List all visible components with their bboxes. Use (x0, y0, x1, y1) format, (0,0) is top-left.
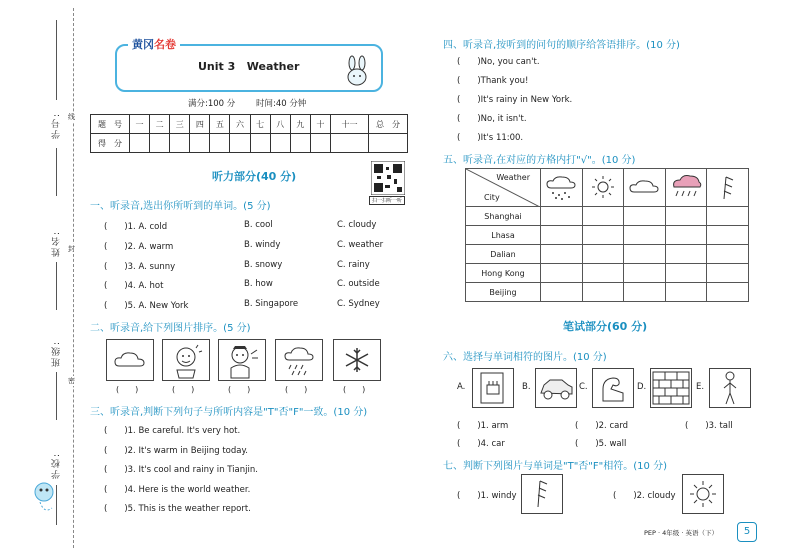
score-header-cell: 十一 (330, 115, 368, 134)
check-cell[interactable] (582, 245, 624, 264)
arm-icon (593, 369, 633, 407)
score-cell[interactable] (190, 134, 210, 153)
brand-logo: 黄冈名卷 (128, 36, 180, 52)
sec3-title: 三、听录音,判断下列句子与所听内容是"T"否"F"一致。(10 分) (90, 407, 368, 418)
binding-mark: 线 (68, 113, 75, 121)
score-cell[interactable] (369, 134, 408, 153)
check-cell[interactable] (665, 226, 707, 245)
sec7-title: 七、判断下列图片与单词是"T"否"F"相符。(10 分) (443, 461, 667, 472)
check-cell[interactable] (624, 283, 666, 302)
snow-cloud-icon (541, 172, 581, 202)
sec6-answer-2[interactable]: ( )2. card (575, 421, 629, 431)
car-icon (536, 369, 576, 407)
sec7-q1[interactable]: ( )1. windy (457, 491, 517, 501)
check-cell[interactable] (541, 207, 583, 226)
mascot-icon (28, 478, 62, 518)
sec3-q5[interactable]: ( )5. This is the weather report. (104, 504, 251, 514)
choice-letter-d: D. (637, 382, 647, 392)
picture-rain-cloud (275, 339, 323, 381)
weather-icon-cell (665, 169, 707, 207)
binding-label-id: 学号: (52, 112, 62, 140)
footer-text: PEP · 4年级 · 英语（下） (644, 529, 718, 537)
check-cell[interactable] (582, 207, 624, 226)
sec1-q3[interactable]: ( )3. A. sunny (104, 262, 176, 272)
sec4-q3[interactable]: ( )It's rainy in New York. (457, 95, 573, 105)
choice-letter-e: E. (696, 382, 705, 392)
page-number: 5 (737, 522, 757, 542)
sec2-title: 二、听录音,给下列图片排序。(5 分) (90, 323, 251, 334)
exam-time: 时间:40 分钟 (256, 99, 307, 109)
binding-label-school: 学校: (52, 452, 62, 480)
check-cell[interactable] (665, 245, 707, 264)
rain-cloud-icon (666, 172, 706, 202)
score-cell[interactable] (250, 134, 270, 153)
cold-boy-icon (219, 340, 265, 380)
picture-sun (682, 474, 724, 514)
binding-label-class: 班级: (52, 340, 62, 368)
score-cell[interactable] (310, 134, 330, 153)
score-header-cell: 七 (250, 115, 270, 134)
sec1-q4-b: B. how (244, 279, 273, 289)
score-cell[interactable] (230, 134, 250, 153)
binding-blank (56, 262, 57, 310)
weather-icon-cell (582, 169, 624, 207)
wind-icon (522, 475, 562, 513)
sec3-q1[interactable]: ( )1. Be careful. It's very hot. (104, 426, 241, 436)
check-cell[interactable] (541, 283, 583, 302)
sec2-blank-1[interactable]: ( ) (116, 385, 139, 394)
sec2-blank-3[interactable]: ( ) (228, 385, 251, 394)
sec3-q3[interactable]: ( )3. It's cool and rainy in Tianjin. (104, 465, 258, 475)
sec7-q2[interactable]: ( )2. cloudy (613, 491, 676, 501)
score-header-row (91, 115, 408, 134)
score-header-cell: 五 (210, 115, 230, 134)
weather-icon-cell (624, 169, 666, 207)
score-header-cell: 二 (150, 115, 170, 134)
writing-title: 笔试部分(60 分) (563, 320, 648, 333)
score-cell[interactable] (150, 134, 170, 153)
score-header-cell: 四 (190, 115, 210, 134)
sun-icon (683, 475, 723, 513)
sec1-q1-c: C. cloudy (337, 220, 377, 230)
check-cell[interactable] (624, 226, 666, 245)
score-header-cell: 九 (290, 115, 310, 134)
check-cell[interactable] (707, 226, 749, 245)
choice-letter-c: C. (579, 382, 588, 392)
check-cell[interactable] (624, 207, 666, 226)
sec1-q4-c: C. outside (337, 279, 380, 289)
picture-cloud (106, 339, 154, 381)
weather-row (466, 264, 749, 283)
picture-wall (650, 368, 692, 408)
sec4-q2[interactable]: ( )Thank you! (457, 76, 529, 86)
full-score: 满分:100 分 (188, 99, 236, 109)
picture-boy-cold (218, 339, 266, 381)
sec1-q5-b: B. Singapore (244, 299, 299, 309)
choice-letter-b: B. (522, 382, 531, 392)
sun-icon (583, 172, 623, 202)
score-row-label: 得 分 (91, 134, 130, 153)
check-cell[interactable] (541, 226, 583, 245)
score-cell[interactable] (290, 134, 310, 153)
picture-snowflake (333, 339, 381, 381)
score-header-cell: 总 分 (369, 115, 408, 134)
binding-blank (56, 20, 57, 100)
cloud-icon (624, 172, 664, 202)
picture-boy-hot (162, 339, 210, 381)
picture-arm (592, 368, 634, 408)
binding-blank (56, 148, 57, 196)
binding-blank (56, 372, 57, 420)
unit-title: Unit 3 Weather (198, 60, 300, 73)
sec4-q1[interactable]: ( )No, you can't. (457, 57, 540, 67)
check-cell[interactable] (541, 245, 583, 264)
check-cell[interactable] (665, 283, 707, 302)
weather-row (466, 207, 749, 226)
sec3-q2[interactable]: ( )2. It's warm in Beijing today. (104, 446, 248, 456)
corner-weather-label: Weather (496, 173, 530, 182)
city-cell: Hong Kong (466, 264, 541, 283)
score-header-cell: 三 (170, 115, 190, 134)
score-value-row (91, 134, 408, 153)
score-cell[interactable] (210, 134, 230, 153)
cloud-icon (107, 340, 153, 380)
score-cell[interactable] (270, 134, 290, 153)
sec3-q4[interactable]: ( )4. Here is the world weather. (104, 485, 251, 495)
score-cell[interactable] (130, 134, 150, 153)
sec2-blank-2[interactable]: ( ) (172, 385, 195, 394)
weather-table (465, 168, 749, 302)
score-cell[interactable] (170, 134, 190, 153)
binding-mark: 密 (68, 377, 75, 385)
tall-girl-icon (710, 369, 750, 407)
binding-line (73, 8, 74, 548)
city-cell: Beijing (466, 283, 541, 302)
check-cell[interactable] (665, 207, 707, 226)
score-cell[interactable] (330, 134, 368, 153)
check-cell[interactable] (624, 264, 666, 283)
sec6-title: 六、选择与单词相符的图片。(10 分) (443, 352, 607, 363)
city-cell: Lhasa (466, 226, 541, 245)
sec2-blank-4[interactable]: ( ) (285, 385, 308, 394)
weather-icon-cell (707, 169, 749, 207)
rabbit-mascot-icon (340, 55, 374, 89)
sec6-answer-4[interactable]: ( )4. car (457, 439, 505, 449)
sec1-title: 一、听录音,选出你所听到的单词。(5 分) (90, 201, 271, 212)
sec2-blank-5[interactable]: ( ) (343, 385, 366, 394)
city-cell: Shanghai (466, 207, 541, 226)
sec5-title: 五、听录音,在对应的方格内打"√"。(10 分) (443, 155, 636, 166)
binding-mark: 封 (68, 245, 75, 253)
sec1-q3-c: C. rainy (337, 260, 370, 270)
sec6-answer-3[interactable]: ( )3. tall (685, 421, 733, 431)
weather-row (466, 226, 749, 245)
check-cell[interactable] (582, 226, 624, 245)
weather-corner-cell (466, 169, 541, 207)
check-cell[interactable] (707, 245, 749, 264)
picture-card (472, 368, 514, 408)
score-table (90, 114, 408, 153)
wind-icon (708, 172, 748, 202)
check-cell[interactable] (707, 283, 749, 302)
check-cell[interactable] (707, 264, 749, 283)
score-header-cell: 八 (270, 115, 290, 134)
sec4-q4[interactable]: ( )No, it isn't. (457, 114, 527, 124)
score-header-cell: 一 (130, 115, 150, 134)
rain-cloud-icon (276, 340, 322, 380)
check-cell[interactable] (707, 207, 749, 226)
sec1-q2-b: B. windy (244, 240, 281, 250)
picture-tall-girl (709, 368, 751, 408)
qr-caption: 扫一扫听一听 (369, 196, 405, 205)
check-cell[interactable] (541, 264, 583, 283)
binding-label-name: 姓名: (52, 230, 62, 258)
snowflake-icon (334, 340, 380, 380)
sec6-answer-1[interactable]: ( )1. arm (457, 421, 509, 431)
qr-code-icon[interactable] (371, 161, 405, 195)
city-cell: Dalian (466, 245, 541, 264)
sec6-answer-5[interactable]: ( )5. wall (575, 439, 627, 449)
check-cell[interactable] (582, 264, 624, 283)
score-header-cell: 题 号 (91, 115, 130, 134)
score-header-cell: 十 (310, 115, 330, 134)
picture-car (535, 368, 577, 408)
score-header-cell: 六 (230, 115, 250, 134)
sec1-q2-c: C. weather (337, 240, 384, 250)
card-icon (473, 369, 513, 407)
wall-icon (651, 369, 691, 407)
sec1-q1-b: B. cool (244, 220, 273, 230)
sec1-q1[interactable]: ( )1. A. cold (104, 222, 168, 232)
check-cell[interactable] (624, 245, 666, 264)
sec4-title: 四、听录音,按听到的问句的顺序给答语排序。(10 分) (443, 40, 680, 51)
check-cell[interactable] (582, 283, 624, 302)
weather-row (466, 283, 749, 302)
choice-letter-a: A. (457, 382, 466, 392)
picture-wind (521, 474, 563, 514)
sec1-q3-b: B. snowy (244, 260, 283, 270)
weather-row (466, 245, 749, 264)
hot-boy-icon (163, 340, 209, 380)
sec1-q2[interactable]: ( )2. A. warm (104, 242, 174, 252)
check-cell[interactable] (665, 264, 707, 283)
sec1-q4[interactable]: ( )4. A. hot (104, 281, 164, 291)
listening-title: 听力部分(40 分) (212, 170, 297, 183)
weather-header-row (466, 169, 749, 207)
sec1-q5-c: C. Sydney (337, 299, 380, 309)
corner-city-label: City (484, 193, 500, 202)
sec1-q5[interactable]: ( )5. A. New York (104, 301, 189, 311)
weather-icon-cell (541, 169, 583, 207)
sec4-q5[interactable]: ( )It's 11:00. (457, 133, 524, 143)
